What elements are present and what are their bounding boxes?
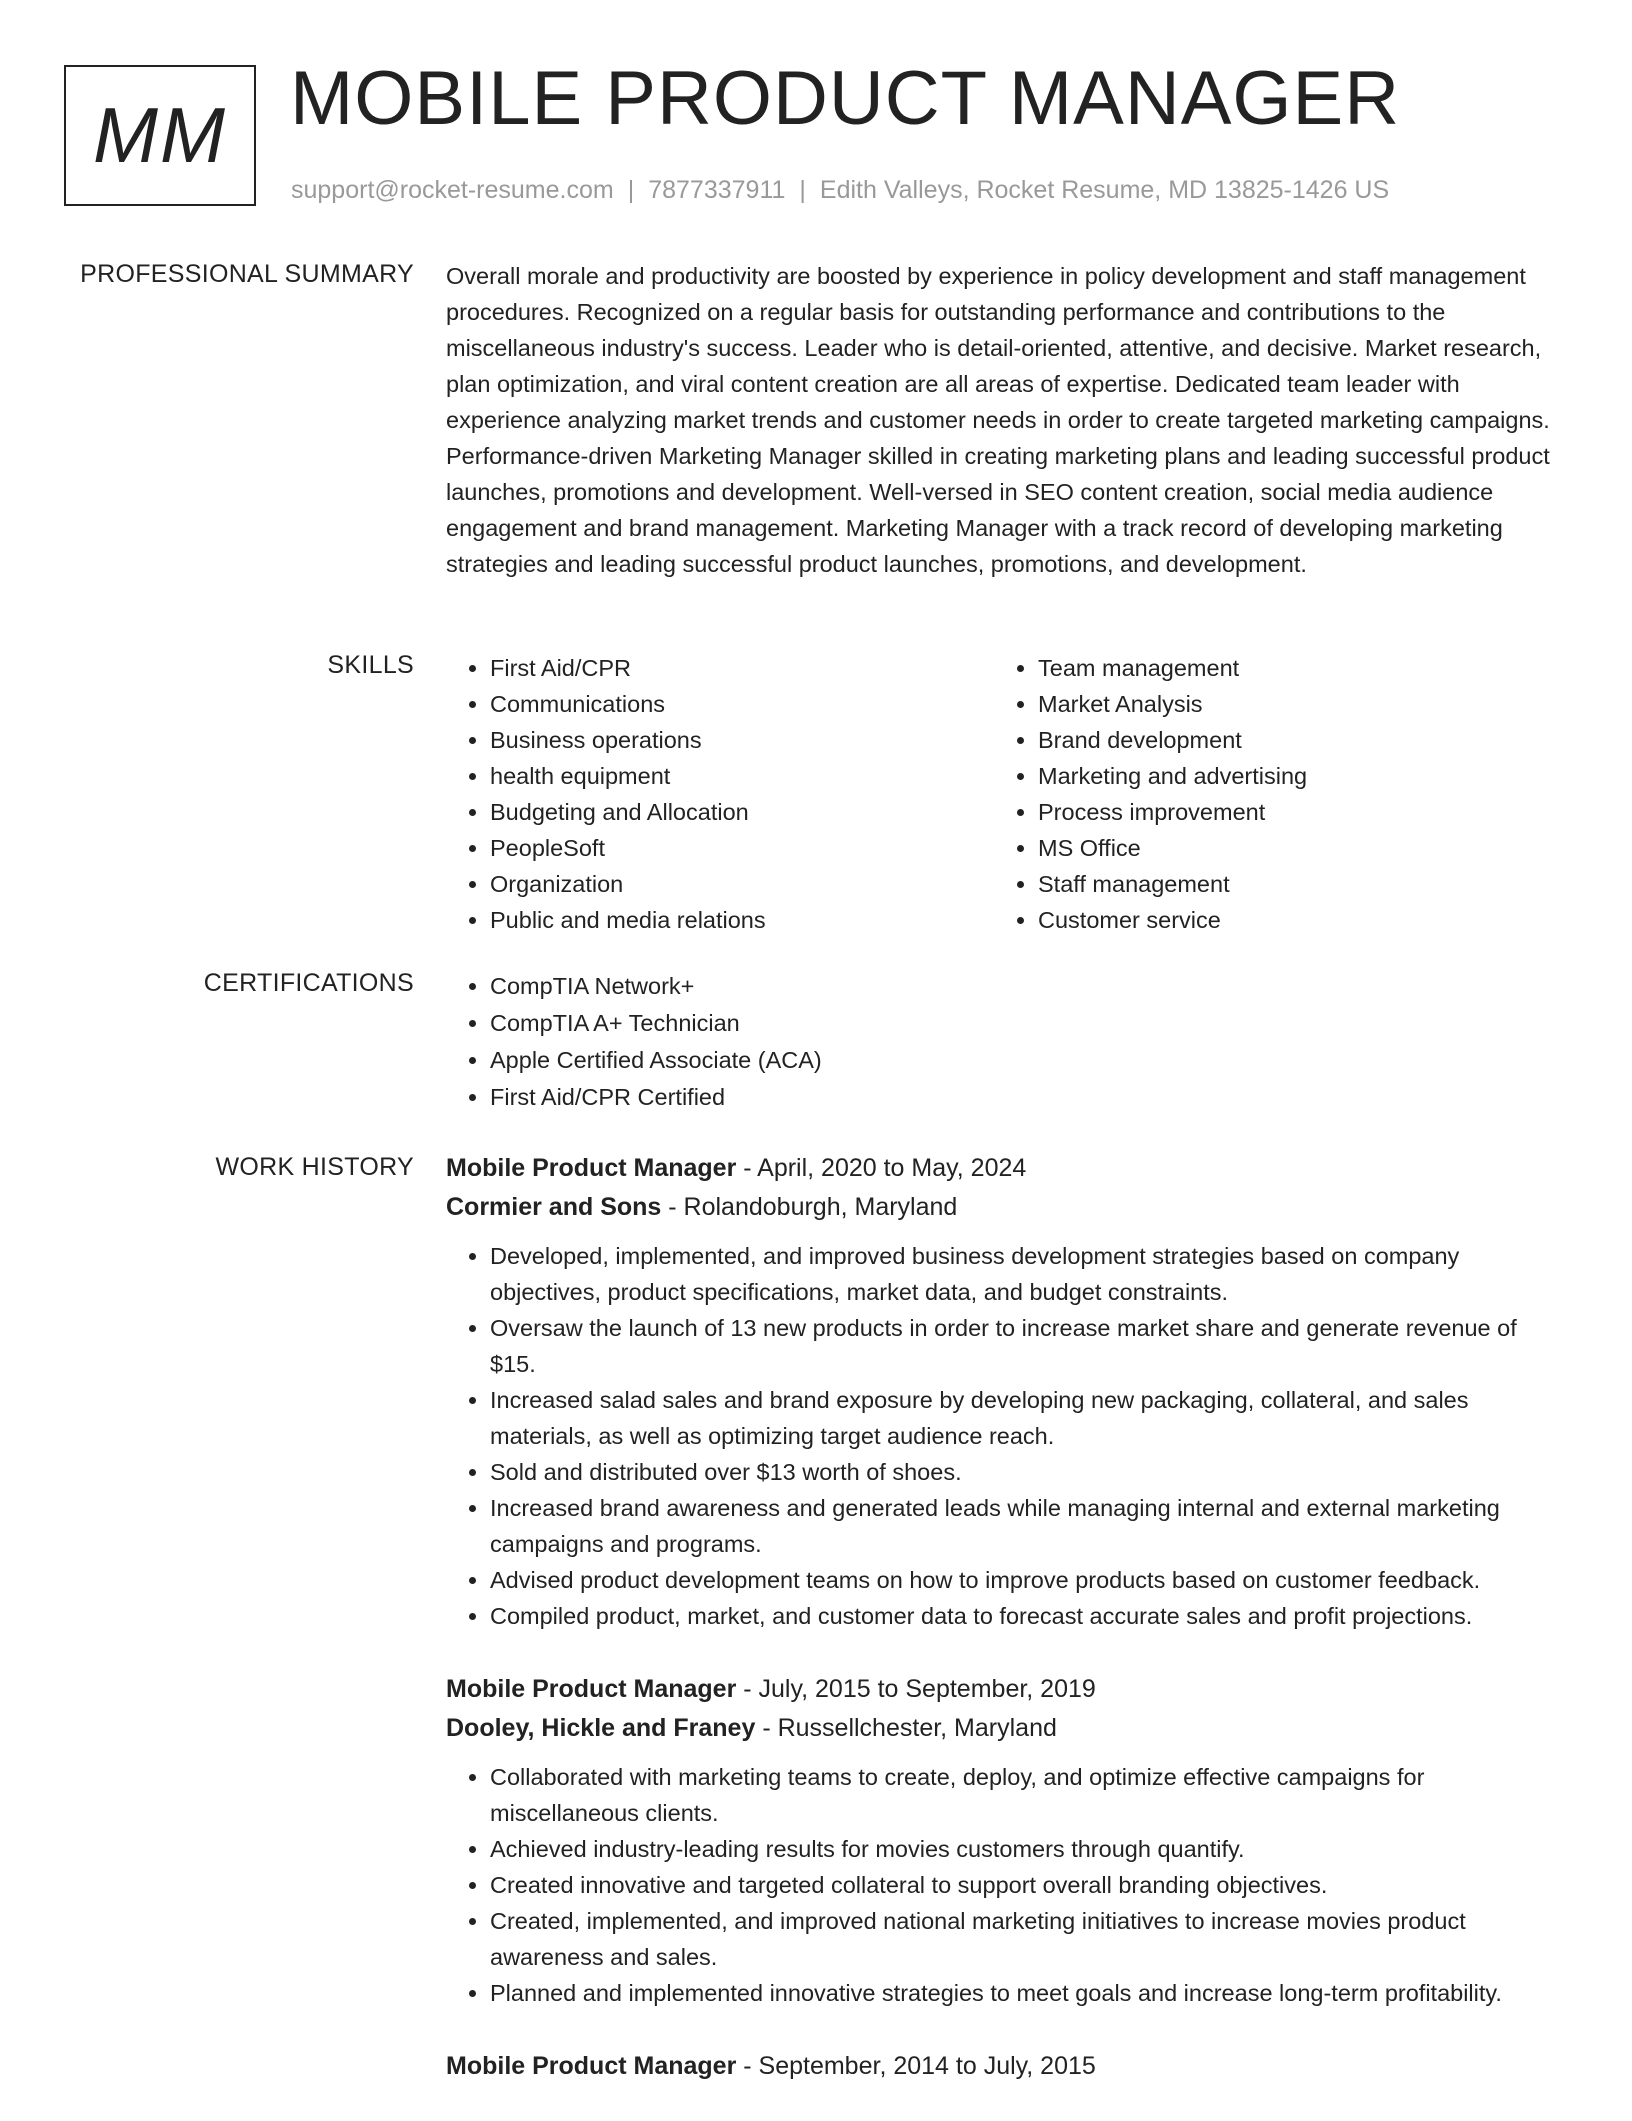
- skill-item: • First Aid/CPR: [490, 650, 966, 686]
- job-company-line: [446, 1187, 1556, 1227]
- skills-list-left: [446, 650, 966, 938]
- skill-item: • Organization: [490, 866, 966, 902]
- job-bullet: • Oversaw the launch of 13 new products in order to increase market share and generate revenue of $15.: [490, 1310, 1556, 1382]
- contact-email: support@rocket-resume.com: [291, 176, 614, 204]
- job-bullet: • Planned and implemented innovative strategies to meet goals and increase long-term profitability.: [490, 1975, 1556, 2011]
- job-entry: [446, 1149, 1556, 1634]
- job-title-line: [446, 2047, 1556, 2085]
- skills-label: SKILLS: [327, 651, 414, 679]
- contact-separator: |: [627, 176, 635, 204]
- work-history-body: [446, 1149, 1556, 2121]
- job-bullet: • Increased brand awareness and generated leads while managing internal and external marketing campaigns and programs.: [490, 1490, 1556, 1562]
- job-bullet: • Collaborated with marketing teams to create, deploy, and optimize effective campaigns for miscellaneous clients.: [490, 1759, 1556, 1831]
- skill-item: • Business operations: [490, 722, 966, 758]
- skill-item: • Market Analysis: [1038, 686, 1514, 722]
- skill-item: • Marketing and advertising: [1038, 758, 1514, 794]
- page-title: MOBILE PRODUCT MANAGER: [290, 56, 1401, 141]
- work-history-label: WORK HISTORY: [215, 1153, 414, 1181]
- job-company: Cormier and Sons: [446, 1193, 662, 1221]
- certification-item: • CompTIA Network+: [490, 968, 1556, 1005]
- job-entry: [446, 1670, 1556, 2011]
- skills-column-left: [446, 650, 966, 938]
- skill-item: • Staff management: [1038, 866, 1514, 902]
- skill-item: • Communications: [490, 686, 966, 722]
- contact-address: Edith Valleys, Rocket Resume, MD 13825-1426 US: [819, 176, 1390, 204]
- job-location: - Rolandoburgh, Maryland: [661, 1193, 958, 1221]
- skills-body: [446, 650, 1556, 940]
- job-title-line: [446, 1670, 1556, 1708]
- skills-list-right: [994, 650, 1514, 938]
- skill-item: • Budgeting and Allocation: [490, 794, 966, 830]
- job-bullets: [446, 1238, 1556, 1634]
- skill-item: • Process improvement: [1038, 794, 1514, 830]
- job-company: Dooley, Hickle and Franey: [446, 1714, 756, 1742]
- certifications-body: [446, 968, 1556, 1116]
- contact-phone: 7877337911: [648, 176, 786, 204]
- certification-item: • Apple Certified Associate (ACA): [490, 1042, 1556, 1079]
- job-bullet: • Created innovative and targeted collateral to support overall branding objectives.: [490, 1867, 1556, 1903]
- skill-item: • Brand development: [1038, 722, 1514, 758]
- job-dates: - July, 2015 to September, 2019: [736, 1675, 1096, 1703]
- job-bullet: • Advised product development teams on how to improve products based on customer feedback.: [490, 1562, 1556, 1598]
- certification-item: • CompTIA A+ Technician: [490, 1005, 1556, 1042]
- job-title: Mobile Product Manager: [446, 2052, 737, 2080]
- skill-item: • Customer service: [1038, 902, 1514, 938]
- skills-column-right: [994, 650, 1514, 938]
- job-bullet: • Increased salad sales and brand exposure by developing new packaging, collateral, and sales materials, as well as optimizing target audience reach.: [490, 1382, 1556, 1454]
- job-title: Mobile Product Manager: [446, 1675, 737, 1703]
- job-bullet: • Compiled product, market, and customer data to forecast accurate sales and profit projections.: [490, 1598, 1556, 1634]
- contact-line: [291, 176, 1389, 205]
- job-title-line: [446, 1149, 1556, 1187]
- job-dates: - April, 2020 to May, 2024: [736, 1154, 1027, 1182]
- contact-separator: |: [799, 176, 806, 204]
- skill-item: • MS Office: [1038, 830, 1514, 866]
- certification-item: • First Aid/CPR Certified: [490, 1079, 1556, 1116]
- job-bullet: • Sold and distributed over $13 worth of shoes.: [490, 1454, 1556, 1490]
- job-bullet: • Developed, implemented, and improved business development strategies based on company objectives, product specifications, market data, and budget constraints.: [490, 1238, 1556, 1310]
- monogram-initials: MM: [93, 91, 227, 179]
- job-dates: - September, 2014 to July, 2015: [736, 2052, 1096, 2080]
- summary-label: PROFESSIONAL SUMMARY: [80, 260, 414, 288]
- skill-item: • health equipment: [490, 758, 966, 794]
- job-title: Mobile Product Manager: [446, 1154, 737, 1182]
- skill-item: • Public and media relations: [490, 902, 966, 938]
- summary-text: Overall morale and productivity are boosted by experience in policy development and staff management procedures. Recognized on a regular basis for outstanding performance and contributions to the miscellaneous industry's success. Leader who is detail-oriented, attentive, and decisive. Market research, plan optimization, and viral content creation are all areas of expertise. Dedicated team leader with experience analyzing market trends and customer needs in order to create targeted marketing campaigns. Performance-driven Marketing Manager skilled in creating marketing plans and leading successful product launches, promotions and development. Well-versed in SEO content creation, social media audience engagement and brand management. Marketing Manager with a track record of developing marketing strategies and leading successful product launches, promotions, and development.: [446, 263, 1550, 577]
- job-bullet: • Achieved industry-leading results for movies customers through quantify.: [490, 1831, 1556, 1867]
- skill-item: • PeopleSoft: [490, 830, 966, 866]
- monogram-box: [64, 65, 256, 206]
- job-company-line: [446, 1708, 1556, 1748]
- job-location: - Russellchester, Maryland: [755, 1714, 1057, 1742]
- certifications-label: CERTIFICATIONS: [203, 969, 414, 997]
- job-bullet: • Created, implemented, and improved national marketing initiatives to increase movies product awareness and sales.: [490, 1903, 1556, 1975]
- certifications-list: [446, 968, 1556, 1116]
- job-entry: [446, 2047, 1556, 2085]
- skill-item: • Team management: [1038, 650, 1514, 686]
- job-bullets: [446, 1759, 1556, 2011]
